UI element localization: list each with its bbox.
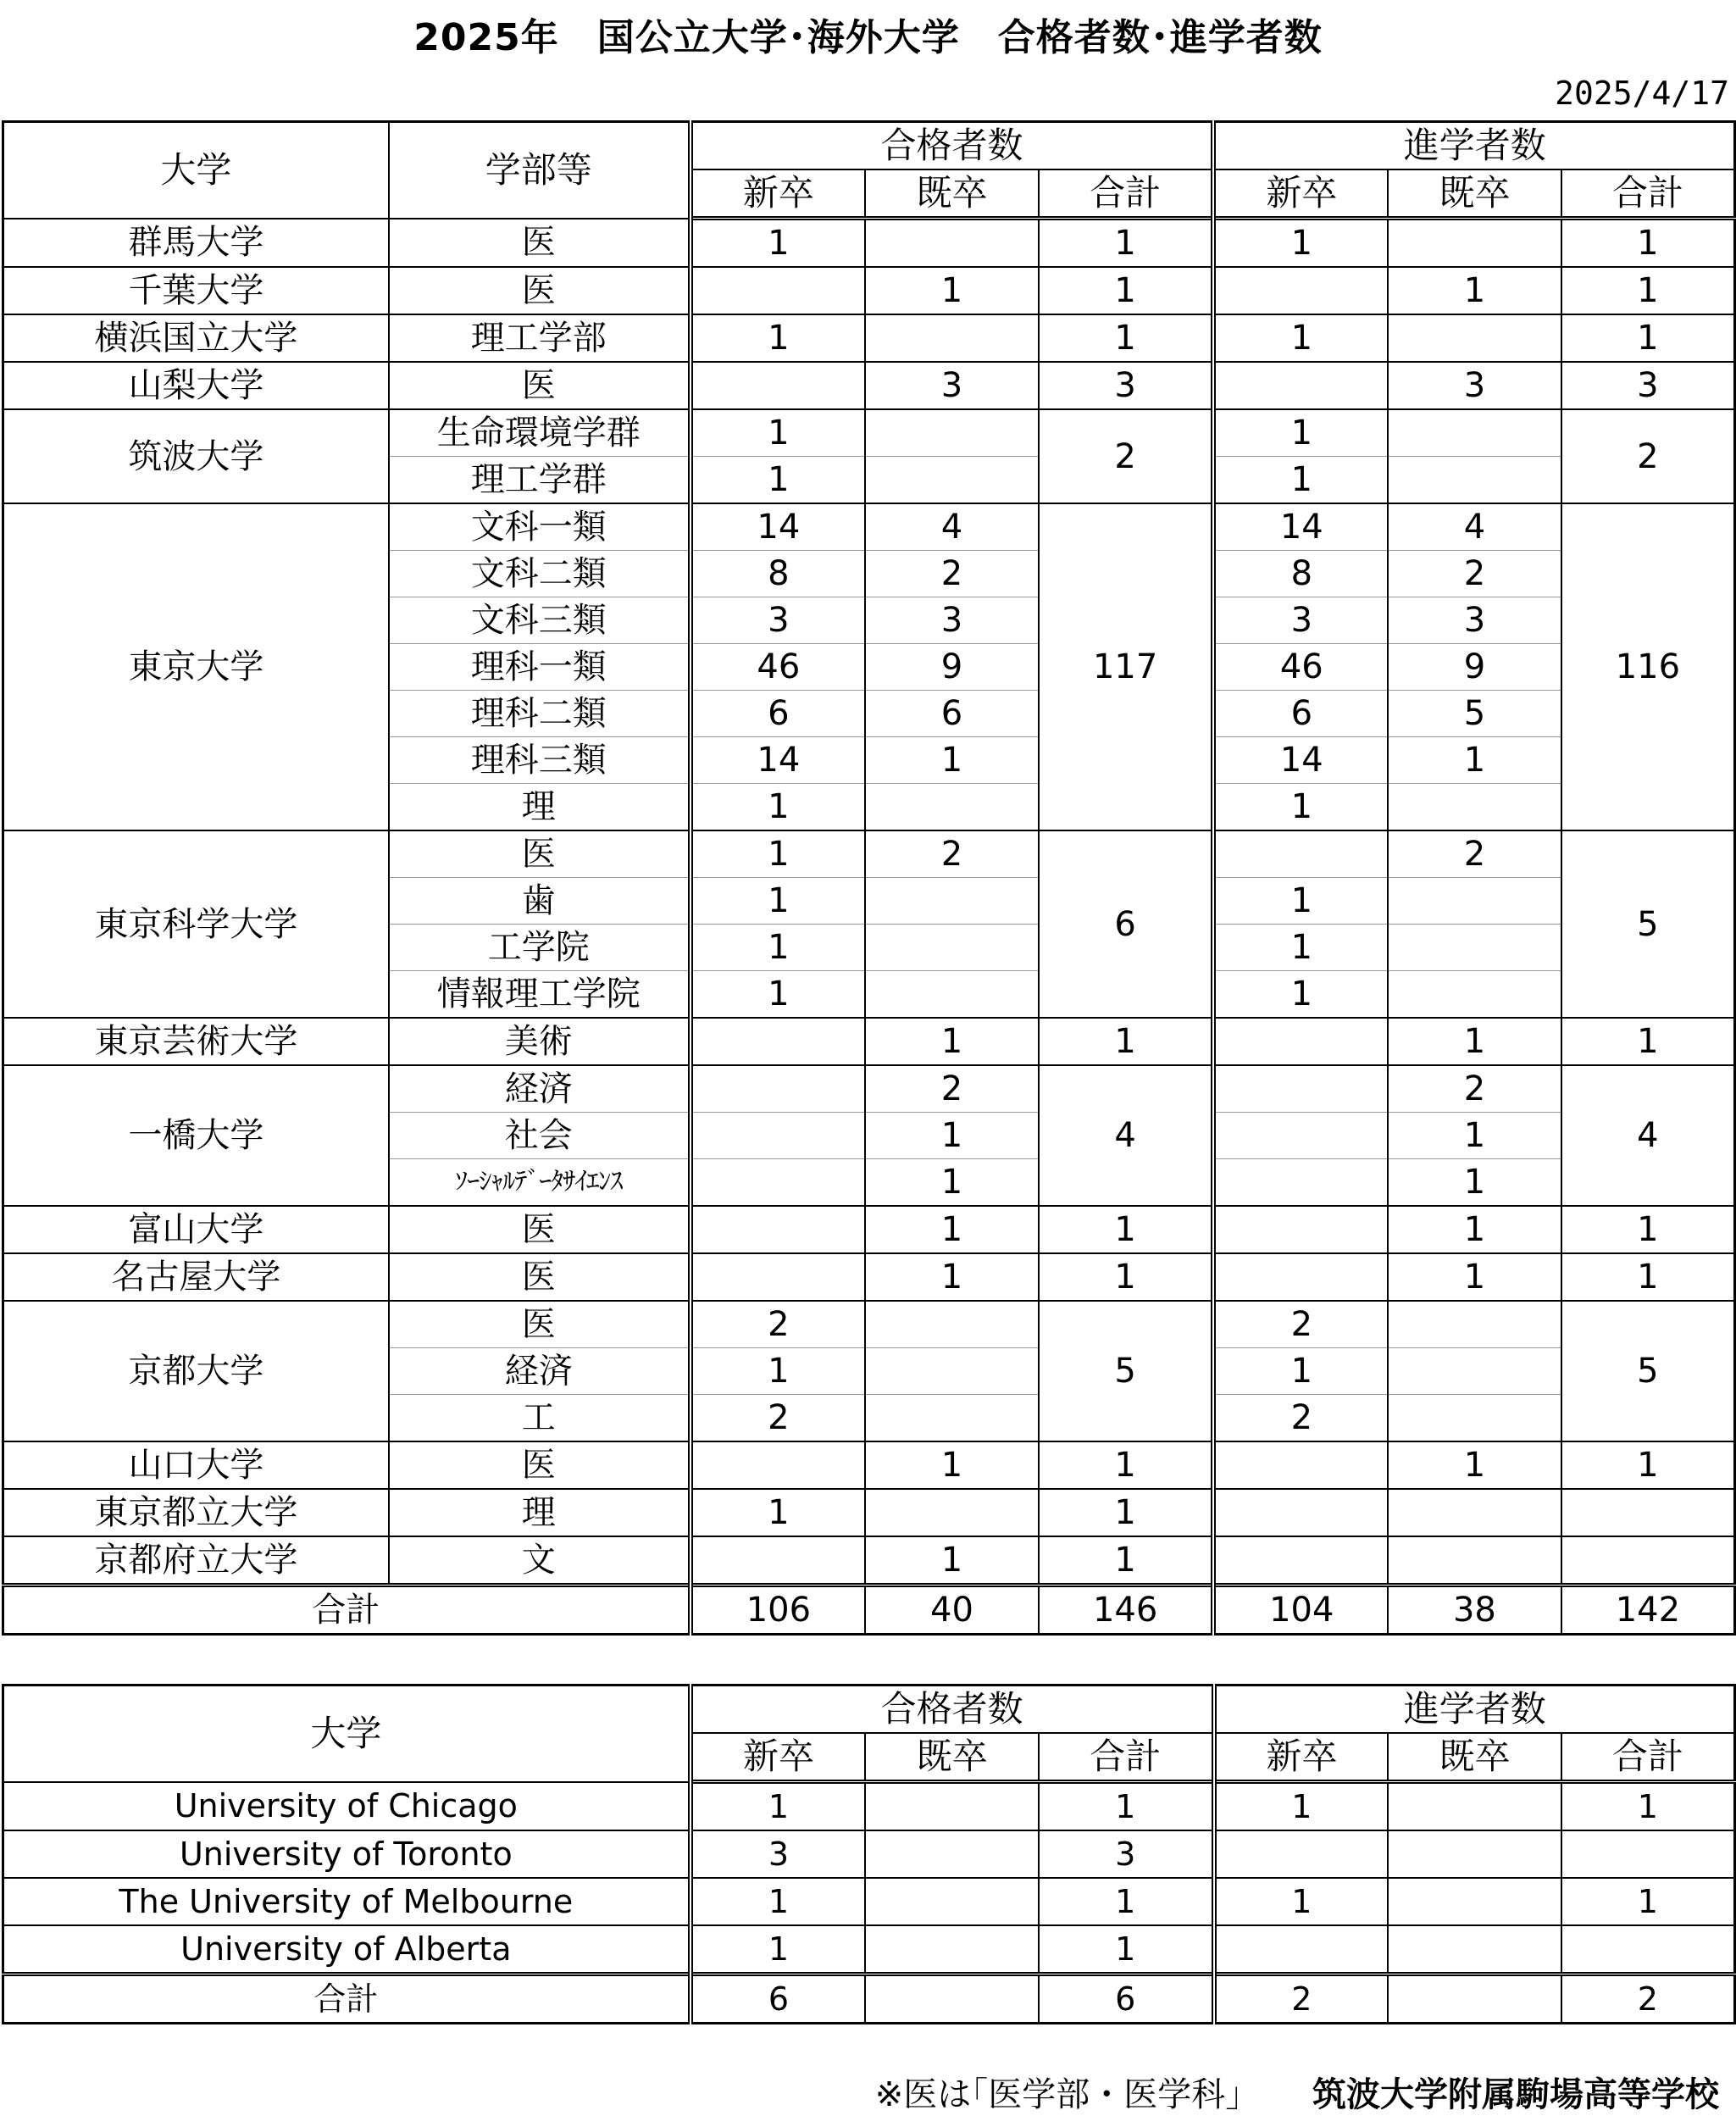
enrolled-total: 1 xyxy=(1561,1878,1735,1925)
total-enrolled-grad: 38 xyxy=(1388,1586,1561,1635)
faculty-name: 情報理工学院 xyxy=(389,971,691,1019)
header-enrolled: 進学者数 xyxy=(1213,122,1734,170)
enrolled-grad xyxy=(1388,1830,1561,1878)
passed-new: 1 xyxy=(691,1348,866,1395)
header-university: 大学 xyxy=(3,122,389,219)
enrolled-new: 1 xyxy=(1213,314,1388,362)
enrolled-new: 14 xyxy=(1213,503,1388,551)
table-row xyxy=(3,267,1735,314)
enrolled-total xyxy=(1561,1830,1735,1878)
enrolled-total: 1 xyxy=(1561,219,1735,268)
university-name: The University of Melbourne xyxy=(3,1878,691,1925)
enrolled-new: 1 xyxy=(1213,457,1388,504)
enrolled-total: 2 xyxy=(1561,409,1735,503)
enrolled-grad: 1 xyxy=(1388,267,1561,314)
enrolled-new: 6 xyxy=(1213,691,1388,737)
enrolled-grad: 3 xyxy=(1388,362,1561,409)
faculty-name: 医 xyxy=(389,362,691,409)
table-row xyxy=(3,1925,1735,1974)
overseas-total-passed-grad xyxy=(865,1974,1039,2024)
header-passed: 合格者数 xyxy=(691,122,1214,170)
overseas-header-enrolled-grad: 既卒 xyxy=(1388,1733,1561,1782)
enrolled-new xyxy=(1213,1489,1388,1536)
enrolled-grad: 2 xyxy=(1388,830,1561,878)
passed-total: 1 xyxy=(1039,1782,1214,1831)
table-row xyxy=(3,1065,1735,1113)
passed-new xyxy=(691,1018,866,1065)
overseas-total-passed-new: 6 xyxy=(691,1974,866,2024)
university-name: 横浜国立大学 xyxy=(3,314,389,362)
enrolled-grad: 3 xyxy=(1388,597,1561,644)
faculty-name: 理科二類 xyxy=(389,691,691,737)
enrolled-grad xyxy=(1388,457,1561,504)
header-enrolled-grad: 既卒 xyxy=(1388,169,1561,219)
enrolled-total xyxy=(1561,1489,1735,1536)
enrolled-grad: 5 xyxy=(1388,691,1561,737)
passed-new xyxy=(691,1253,866,1301)
passed-total: 1 xyxy=(1039,1441,1214,1489)
passed-grad xyxy=(865,1925,1039,1974)
enrolled-grad xyxy=(1388,784,1561,831)
passed-new: 1 xyxy=(691,1489,866,1536)
passed-new: 46 xyxy=(691,644,866,691)
enrolled-total: 4 xyxy=(1561,1065,1735,1206)
table-row xyxy=(3,1878,1735,1925)
enrolled-new: 46 xyxy=(1213,644,1388,691)
passed-grad: 9 xyxy=(865,644,1039,691)
passed-grad xyxy=(865,1348,1039,1395)
passed-new: 1 xyxy=(691,784,866,831)
faculty-name: 医 xyxy=(389,1206,691,1253)
enrolled-total xyxy=(1561,1925,1735,1974)
faculty-name: 生命環境学群 xyxy=(389,409,691,457)
passed-grad xyxy=(865,1782,1039,1831)
table-row xyxy=(3,1782,1735,1831)
faculty-name: 医 xyxy=(389,830,691,878)
passed-total: 3 xyxy=(1039,362,1214,409)
university-name: University of Toronto xyxy=(3,1830,691,1878)
table-row xyxy=(3,1206,1735,1253)
passed-new xyxy=(691,362,866,409)
passed-new: 2 xyxy=(691,1301,866,1348)
enrolled-total: 1 xyxy=(1561,1253,1735,1301)
passed-total: 5 xyxy=(1039,1301,1214,1441)
passed-new: 6 xyxy=(691,691,866,737)
overseas-total-enrolled-grad xyxy=(1388,1974,1561,2024)
passed-grad: 1 xyxy=(865,1206,1039,1253)
passed-new xyxy=(691,1065,866,1113)
enrolled-grad xyxy=(1388,219,1561,268)
enrolled-new: 8 xyxy=(1213,551,1388,597)
passed-total: 1 xyxy=(1039,219,1214,268)
enrolled-new xyxy=(1213,267,1388,314)
enrolled-new: 2 xyxy=(1213,1395,1388,1442)
enrolled-new: 2 xyxy=(1213,1301,1388,1348)
passed-new: 14 xyxy=(691,737,866,784)
faculty-name: 理科一類 xyxy=(389,644,691,691)
passed-grad xyxy=(865,1878,1039,1925)
header-passed-new: 新卒 xyxy=(691,169,866,219)
passed-total: 1 xyxy=(1039,1536,1214,1586)
passed-new: 3 xyxy=(691,597,866,644)
passed-total: 117 xyxy=(1039,503,1214,830)
faculty-name: 理工学部 xyxy=(389,314,691,362)
passed-total: 6 xyxy=(1039,830,1214,1018)
enrolled-new xyxy=(1213,362,1388,409)
table-row xyxy=(3,314,1735,362)
enrolled-grad: 9 xyxy=(1388,644,1561,691)
passed-new: 3 xyxy=(691,1830,866,1878)
enrolled-grad xyxy=(1388,1536,1561,1586)
passed-new: 1 xyxy=(691,314,866,362)
enrolled-new xyxy=(1213,1018,1388,1065)
university-name: 名古屋大学 xyxy=(3,1253,389,1301)
footer xyxy=(875,2068,1719,2116)
faculty-name: 医 xyxy=(389,1441,691,1489)
enrolled-new: 1 xyxy=(1213,409,1388,457)
university-name: 京都府立大学 xyxy=(3,1536,389,1586)
university-name: 富山大学 xyxy=(3,1206,389,1253)
enrolled-grad xyxy=(1388,1878,1561,1925)
enrolled-new: 14 xyxy=(1213,737,1388,784)
header-passed-grad: 既卒 xyxy=(865,169,1039,219)
passed-new xyxy=(691,1159,866,1207)
passed-total: 4 xyxy=(1039,1065,1214,1206)
overseas-header-passed-total: 合計 xyxy=(1039,1733,1214,1782)
enrolled-grad xyxy=(1388,314,1561,362)
passed-new xyxy=(691,1536,866,1586)
domestic-total-row xyxy=(3,1586,1735,1635)
table-row xyxy=(3,1301,1735,1348)
faculty-name: 工 xyxy=(389,1395,691,1442)
overseas-header-enrolled: 進学者数 xyxy=(1214,1686,1735,1734)
passed-total: 3 xyxy=(1039,1830,1214,1878)
passed-new: 1 xyxy=(691,878,866,925)
faculty-name: 文科一類 xyxy=(389,503,691,551)
passed-grad xyxy=(865,925,1039,971)
faculty-name: 医 xyxy=(389,1253,691,1301)
table-row xyxy=(3,1018,1735,1065)
header-enrolled-new: 新卒 xyxy=(1213,169,1388,219)
table-row xyxy=(3,1536,1735,1586)
enrolled-grad xyxy=(1388,1301,1561,1348)
university-name: 山口大学 xyxy=(3,1441,389,1489)
enrolled-total: 5 xyxy=(1561,1301,1735,1441)
passed-total: 1 xyxy=(1039,1925,1214,1974)
enrolled-total: 1 xyxy=(1561,314,1735,362)
university-name: 東京芸術大学 xyxy=(3,1018,389,1065)
table-row xyxy=(3,1830,1735,1878)
university-name: 群馬大学 xyxy=(3,219,389,268)
overseas-header-passed-grad: 既卒 xyxy=(865,1733,1039,1782)
passed-new: 1 xyxy=(691,971,866,1019)
passed-new: 1 xyxy=(691,1925,866,1974)
enrolled-total: 1 xyxy=(1561,1782,1735,1831)
passed-grad: 1 xyxy=(865,1536,1039,1586)
university-name: University of Chicago xyxy=(3,1782,691,1831)
faculty-name: 医 xyxy=(389,267,691,314)
passed-grad: 1 xyxy=(865,1018,1039,1065)
faculty-name: 社会 xyxy=(389,1113,691,1159)
enrolled-total: 1 xyxy=(1561,267,1735,314)
header-enrolled-total: 合計 xyxy=(1561,169,1735,219)
enrolled-new xyxy=(1213,1253,1388,1301)
passed-total: 1 xyxy=(1039,1489,1214,1536)
overseas-header-passed-new: 新卒 xyxy=(691,1733,866,1782)
overseas-total-row xyxy=(3,1974,1735,2024)
passed-new xyxy=(691,1113,866,1159)
passed-grad: 1 xyxy=(865,1113,1039,1159)
passed-new xyxy=(691,1441,866,1489)
university-name: 東京都立大学 xyxy=(3,1489,389,1536)
table-row xyxy=(3,409,1735,457)
enrolled-new xyxy=(1213,1113,1388,1159)
passed-grad xyxy=(865,784,1039,831)
faculty-name: 医 xyxy=(389,1301,691,1348)
passed-grad: 2 xyxy=(865,830,1039,878)
passed-grad xyxy=(865,1301,1039,1348)
table-row xyxy=(3,1441,1735,1489)
overseas-total-enrolled-total: 2 xyxy=(1561,1974,1735,2024)
enrolled-grad xyxy=(1388,1348,1561,1395)
enrolled-new: 1 xyxy=(1213,878,1388,925)
passed-grad xyxy=(865,1830,1039,1878)
header-passed-total: 合計 xyxy=(1039,169,1214,219)
table-row xyxy=(3,1253,1735,1301)
university-name: 一橋大学 xyxy=(3,1065,389,1206)
table-row xyxy=(3,219,1735,268)
university-name: 東京大学 xyxy=(3,503,389,830)
passed-grad xyxy=(865,878,1039,925)
enrolled-new: 1 xyxy=(1214,1878,1389,1925)
enrolled-total: 3 xyxy=(1561,362,1735,409)
faculty-name: 医 xyxy=(389,219,691,268)
faculty-name: 理工学群 xyxy=(389,457,691,504)
passed-total: 1 xyxy=(1039,1878,1214,1925)
enrolled-grad xyxy=(1388,1395,1561,1442)
faculty-name: 文科二類 xyxy=(389,551,691,597)
enrolled-grad xyxy=(1388,971,1561,1019)
faculty-name: 文科三類 xyxy=(389,597,691,644)
university-name: University of Alberta xyxy=(3,1925,691,1974)
overseas-total-enrolled-new: 2 xyxy=(1214,1974,1389,2024)
faculty-name: 工学院 xyxy=(389,925,691,971)
overseas-header-university: 大学 xyxy=(3,1686,691,1782)
faculty-name: 美術 xyxy=(389,1018,691,1065)
overseas-results-table xyxy=(2,1684,1736,2024)
overseas-header-enrolled-new: 新卒 xyxy=(1214,1733,1389,1782)
passed-grad: 1 xyxy=(865,1441,1039,1489)
page-title: 2025年 国公立大学･海外大学 合格者数･進学者数 xyxy=(413,16,1323,59)
footer-note: ※医は｢医学部・医学科｣ xyxy=(874,2075,1243,2114)
enrolled-new xyxy=(1214,1830,1389,1878)
enrolled-new: 1 xyxy=(1213,971,1388,1019)
enrolled-new: 1 xyxy=(1213,784,1388,831)
domestic-results-table xyxy=(2,120,1736,1636)
overseas-header-passed: 合格者数 xyxy=(691,1686,1214,1734)
passed-grad xyxy=(865,1395,1039,1442)
passed-new: 1 xyxy=(691,457,866,504)
passed-grad: 3 xyxy=(865,597,1039,644)
enrolled-grad xyxy=(1388,1489,1561,1536)
passed-grad xyxy=(865,219,1039,268)
enrolled-grad: 1 xyxy=(1388,1113,1561,1159)
passed-grad: 4 xyxy=(865,503,1039,551)
enrolled-grad: 1 xyxy=(1388,737,1561,784)
faculty-name: 経済 xyxy=(389,1065,691,1113)
enrolled-grad: 1 xyxy=(1388,1159,1561,1207)
enrolled-grad: 1 xyxy=(1388,1018,1561,1065)
enrolled-new xyxy=(1213,1536,1388,1586)
faculty-name: 経済 xyxy=(389,1348,691,1395)
passed-grad xyxy=(865,409,1039,457)
enrolled-new: 1 xyxy=(1213,925,1388,971)
faculty-name: 文 xyxy=(389,1536,691,1586)
enrolled-new: 1 xyxy=(1214,1782,1389,1831)
total-label: 合計 xyxy=(3,1586,691,1635)
passed-grad: 1 xyxy=(865,267,1039,314)
university-name: 筑波大学 xyxy=(3,409,389,503)
enrolled-total: 1 xyxy=(1561,1441,1735,1489)
faculty-name: 理 xyxy=(389,1489,691,1536)
passed-total: 2 xyxy=(1039,409,1214,503)
passed-total: 1 xyxy=(1039,314,1214,362)
total-passed-grad: 40 xyxy=(865,1586,1039,1635)
passed-grad: 2 xyxy=(865,551,1039,597)
enrolled-new: 1 xyxy=(1213,1348,1388,1395)
passed-total: 1 xyxy=(1039,267,1214,314)
passed-grad xyxy=(865,457,1039,504)
passed-grad: 1 xyxy=(865,737,1039,784)
passed-grad xyxy=(865,1489,1039,1536)
faculty-name: ｿｰｼｬﾙﾃﾞｰﾀｻｲｴﾝｽ xyxy=(389,1159,691,1207)
enrolled-total: 116 xyxy=(1561,503,1735,830)
enrolled-grad: 2 xyxy=(1388,1065,1561,1113)
passed-grad: 1 xyxy=(865,1159,1039,1207)
faculty-name: 歯 xyxy=(389,878,691,925)
enrolled-grad xyxy=(1388,1925,1561,1974)
passed-new: 1 xyxy=(691,1878,866,1925)
faculty-name: 理科三類 xyxy=(389,737,691,784)
faculty-name: 理 xyxy=(389,784,691,831)
table-row xyxy=(3,1489,1735,1536)
enrolled-new xyxy=(1213,830,1388,878)
overseas-total-label: 合計 xyxy=(3,1974,691,2024)
enrolled-new xyxy=(1213,1206,1388,1253)
enrolled-total xyxy=(1561,1536,1735,1586)
passed-new: 2 xyxy=(691,1395,866,1442)
passed-new: 1 xyxy=(691,830,866,878)
enrolled-grad xyxy=(1388,1782,1561,1831)
enrolled-grad xyxy=(1388,409,1561,457)
enrolled-grad: 2 xyxy=(1388,551,1561,597)
passed-total: 1 xyxy=(1039,1253,1214,1301)
university-name: 東京科学大学 xyxy=(3,830,389,1018)
table-row xyxy=(3,362,1735,409)
enrolled-new: 3 xyxy=(1213,597,1388,644)
enrolled-total: 1 xyxy=(1561,1206,1735,1253)
total-passed-new: 106 xyxy=(691,1586,866,1635)
passed-grad xyxy=(865,971,1039,1019)
passed-new xyxy=(691,267,866,314)
total-enrolled-new: 104 xyxy=(1213,1586,1388,1635)
report-date: 2025/4/17 xyxy=(1555,75,1729,112)
enrolled-grad: 1 xyxy=(1388,1441,1561,1489)
passed-new: 1 xyxy=(691,409,866,457)
enrolled-new xyxy=(1213,1065,1388,1113)
university-name: 山梨大学 xyxy=(3,362,389,409)
passed-grad: 6 xyxy=(865,691,1039,737)
table-row xyxy=(3,503,1735,551)
table-row xyxy=(3,830,1735,878)
enrolled-new: 1 xyxy=(1213,219,1388,268)
enrolled-grad xyxy=(1388,878,1561,925)
passed-new: 14 xyxy=(691,503,866,551)
enrolled-new xyxy=(1213,1159,1388,1207)
enrolled-total: 5 xyxy=(1561,830,1735,1018)
passed-new: 1 xyxy=(691,925,866,971)
passed-new: 1 xyxy=(691,1782,866,1831)
passed-grad: 2 xyxy=(865,1065,1039,1113)
total-passed-total: 146 xyxy=(1039,1586,1214,1635)
passed-grad xyxy=(865,314,1039,362)
university-name: 千葉大学 xyxy=(3,267,389,314)
header-faculty: 学部等 xyxy=(389,122,691,219)
enrolled-grad: 1 xyxy=(1388,1253,1561,1301)
overseas-header-enrolled-total: 合計 xyxy=(1561,1733,1735,1782)
total-enrolled-total: 142 xyxy=(1561,1586,1735,1635)
passed-grad: 3 xyxy=(865,362,1039,409)
overseas-total-passed-total: 6 xyxy=(1039,1974,1214,2024)
enrolled-grad: 4 xyxy=(1388,503,1561,551)
passed-total: 1 xyxy=(1039,1206,1214,1253)
enrolled-grad: 1 xyxy=(1388,1206,1561,1253)
enrolled-grad xyxy=(1388,925,1561,971)
school-name: 筑波大学附属駒場高等学校 xyxy=(1312,2075,1719,2114)
passed-grad: 1 xyxy=(865,1253,1039,1301)
passed-new: 8 xyxy=(691,551,866,597)
passed-total: 1 xyxy=(1039,1018,1214,1065)
university-name: 京都大学 xyxy=(3,1301,389,1441)
passed-new: 1 xyxy=(691,219,866,268)
enrolled-total: 1 xyxy=(1561,1018,1735,1065)
passed-new xyxy=(691,1206,866,1253)
enrolled-new xyxy=(1213,1441,1388,1489)
enrolled-new xyxy=(1214,1925,1389,1974)
